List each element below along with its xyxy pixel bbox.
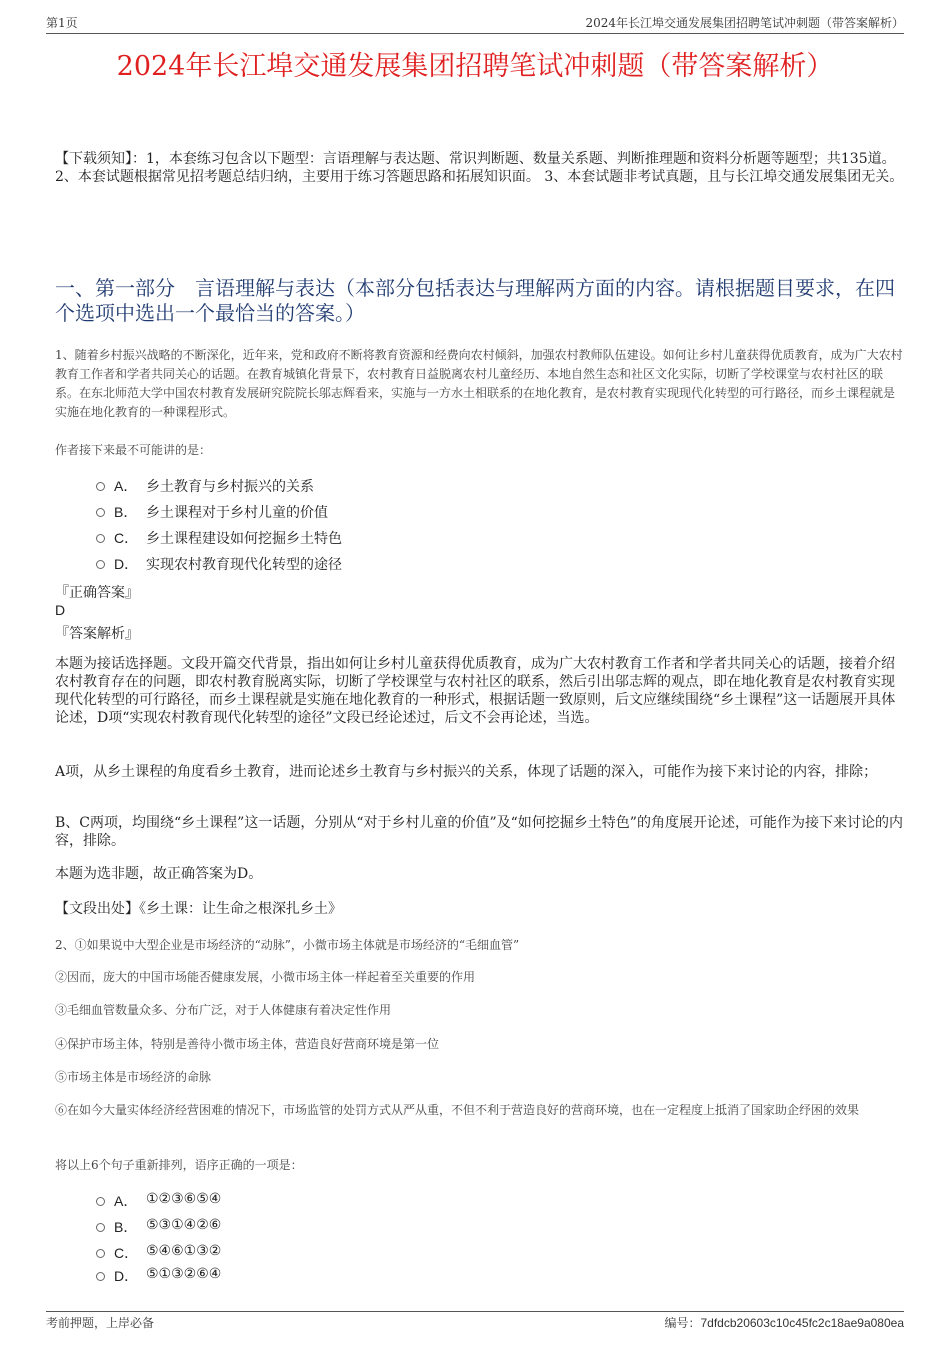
q2-sentence-5: ⑤市场主体是市场经济的命脉 [55, 1070, 212, 1084]
q1-answer-label: 『正确答案』 [55, 585, 139, 601]
section-heading: 一、第一部分 言语理解与表达（本部分包括表达与理解两方面的内容。请根据题目要求，在四个选项中选出一个最恰当的答案。） [55, 276, 895, 325]
radio-icon[interactable] [96, 560, 105, 569]
footer-code [664, 1314, 904, 1331]
footer-code-label: 编号： [664, 1316, 701, 1330]
page-number: 第1页 [46, 16, 78, 30]
radio-icon[interactable] [96, 482, 105, 491]
q1-source: 【文段出处】《乡土课：让生命之根深扎乡土》 [55, 901, 342, 917]
q1-analysis-1: 本题为接话选择题。文段开篇交代背景，指出如何让乡村儿童获得优质教育，成为广大农村教育工作者和学者共同关心的话题，接着介绍农村教育存在的问题，即农村教育脱离实际，切断了学校课堂与农村社区的联系，然后引出邬志辉的观点，即在地化教育是农村教育实现现代化转型的可行路径，而乡土课程就是实施在地化教育的一种形式，根据话题一致原则，后文应继续围绕“乡土课程”这一话题展开具体论述，D项“实现农村教育现代化转型的途径”文段已经论述过，后文不会再论述，当选。 [55, 656, 896, 726]
q2-sentence-4: ④保护市场主体，特别是善待小微市场主体，营造良好营商环境是第一位 [55, 1037, 440, 1051]
q1-answer: D [55, 602, 66, 618]
q2-sentence-2: ②因而，庞大的中国市场能否健康发展，小微市场主体一样起着至关重要的作用 [55, 970, 476, 984]
q1-analysis-3: B、C两项，均围绕“乡土课程”这一话题，分别从“对于乡村儿童的价值”及“如何挖掘乡土特色”的角度展开论述，可能作为接下来讨论的内容，排除。 [55, 815, 903, 849]
q1-analysis-4: 本题为选非题，故正确答案为D。 [55, 866, 263, 882]
q1-analysis-label: 『答案解析』 [55, 626, 139, 642]
document-page: 第1页 2024年长江埠交通发展集团招聘笔试冲刺题（带答案解析） 2024年长江埠交通发展集团招聘笔试冲刺题（带答案解析） 【下载须知】：1，本套练习包含以下题型：言语理解与表达题、常识判断题、数量关系题、判断推理题和资料分析题等题型；共135道。 2、本套试题根据常见招考题总结归纳，主要用于练习答题思路和拓展知识面。 3、本套试题非考试真题，且与长江埠交通发展集团无关。 一、第一部分 言语理解与表达（本部分包括表达与理解两方面的内容。请根据题目要求，在四个选项中选出一个最恰当的答案。） 1、随着乡村振兴战略的不断深化，近年来，党和政府不断将教育资源和经费向农村倾斜，加强农村教师队伍建设。如何让乡村儿童获得优质教育，成为广大农村教育工作者和学者共同关心的话题。在教育城镇化背景下，农村教育日益脱离农村儿童经历、本地自然生态和社区文化实际，切断了学校课堂与农村社区的联系。在东北师范大学中国农村教育发展研究院院长邬志辉看来，实施与一方水土相联系的在地化教育，是农村教育实现现代化转型的可行路径，而乡土课程就是实施在地化教育的一种课程形式。 作者接下来最不可能讲的是： A． 乡土教育与乡村振兴的关系 B． 乡土课程对于乡村儿童的价值 C． 乡土课程建设如何挖掘乡土特色 D． 实现农村教育现代化转型的途径 『正确答案』 D 『答案解析』 本题为接话选择题。文段开篇交代背景，指出如何让乡村儿童获得优质教育，成为广大农村教育工作者和学者共同关心的话题，接着介绍农村教育存在的问题，即农村教育脱离实际，切断了学校课堂与农村社区的联系，然后引出邬志辉的观点，即在地化教育是农村教育实现现代化转型的可行路径，而乡土课程就是实施在地化教育的一种形式，根据话题一致原则，后文应继续围绕“乡土课程”这一话题展开具体论述，D项“实现农村教育现代化转型的途径”文段已经论述过，后文不会再论述，当选。 A项，从乡土课程的角度看乡土教育，进而论述乡土教育与乡村振兴的关系，体现了话题的深入，可能作为接下来讨论的内容，排除； B、C两项，均围绕“乡土课程”这一话题，分别从“对于乡村儿童的价值”及“如何挖掘乡土特色”的角度展开论述，可能作为接下来讨论的内容，排除。 本题为选非题，故正确答案为D。 【文段出处】《乡土课：让生命之根深扎乡土》 2、①如果说中大型企业是市场经济的“动脉”，小微市场主体就是市场经济的“毛细血管” ②因而，庞大的中国市场能否健康发展，小微市场主体一样起着至关重要的作用 ③毛细血管数量众多、分布广泛，对于人体健康有着决定性作用 ④保护市场主体，特别是善待小微市场主体，营造良好营商环境是第一位 ⑤市场主体是市场经济的命脉 ⑥在如今大量实体经济经营困难的情况下，市场监管的处罚方式从严从重，不但不利于营造良好的营商环境，也在一定程度上抵消了国家助企纾困的效果 将以上6个句子重新排列，语序正确的一项是： A． ①②③⑥⑤④ B． ⑤③①④②⑥ C． ⑤④⑥①③② D． ⑤①③②⑥④ 考前押题，上岸必备 编号：7dfdcb20603c10c45fc2c18ae9a080ea [0, 0, 950, 1345]
q1-question: 作者接下来最不可能讲的是： [55, 443, 212, 457]
radio-icon[interactable] [96, 1272, 105, 1281]
radio-icon[interactable] [96, 1223, 105, 1232]
q1-analysis-2: A项，从乡土课程的角度看乡土教育，进而论述乡土教育与乡村振兴的关系，体现了话题的深入，可能作为接下来讨论的内容，排除； [55, 764, 878, 780]
header-doc-title: 2024年长江埠交通发展集团招聘笔试冲刺题（带答案解析） [585, 16, 904, 30]
radio-icon[interactable] [96, 534, 105, 543]
q2-sentence-3: ③毛细血管数量众多、分布广泛，对于人体健康有着决定性作用 [55, 1003, 392, 1017]
page-footer [46, 1314, 904, 1334]
radio-icon[interactable] [96, 508, 105, 517]
q1-passage: 1、随着乡村振兴战略的不断深化，近年来，党和政府不断将教育资源和经费向农村倾斜，加强农村教师队伍建设。如何让乡村儿童获得优质教育，成为广大农村教育工作者和学者共同关心的话题。在教育城镇化背景下，农村教育日益脱离农村儿童经历、本地自然生态和社区文化实际，切断了学校课堂与农村社区的联系。在东北师范大学中国农村教育发展研究院院长邬志辉看来，实施与一方水土相联系的在地化教育，是农村教育实现现代化转型的可行路径，而乡土课程就是实施在地化教育的一种课程形式。 [55, 348, 903, 419]
footer-code-value: 7dfdcb20603c10c45fc2c18ae9a080ea [700, 1316, 904, 1330]
download-notice: 【下载须知】：1，本套练习包含以下题型：言语理解与表达题、常识判断题、数量关系题、判断推理题和资料分析题等题型；共135道。 2、本套试题根据常见招考题总结归纳，主要用于练习答题思路和拓展知识面。 3、本套试题非考试真题，且与长江埠交通发展集团无关。 [55, 151, 904, 185]
footer-divider [46, 1311, 904, 1312]
document-title: 2024年长江埠交通发展集团招聘笔试冲刺题（带答案解析） [116, 51, 834, 82]
radio-icon[interactable] [96, 1197, 105, 1206]
page-header [46, 14, 904, 34]
header-divider [46, 33, 904, 34]
radio-icon[interactable] [96, 1249, 105, 1258]
q2-sentence-1: 2、①如果说中大型企业是市场经济的“动脉”，小微市场主体就是市场经济的“毛细血管” [55, 938, 520, 952]
q2-sentence-6: ⑥在如今大量实体经济经营困难的情况下，市场监管的处罚方式从严从重，不但不利于营造良好的营商环境，也在一定程度上抵消了国家助企纾困的效果 [55, 1103, 860, 1117]
footer-slogan: 考前押题，上岸必备 [46, 1316, 155, 1330]
q2-question: 将以上6个句子重新排列，语序正确的一项是： [55, 1158, 303, 1172]
